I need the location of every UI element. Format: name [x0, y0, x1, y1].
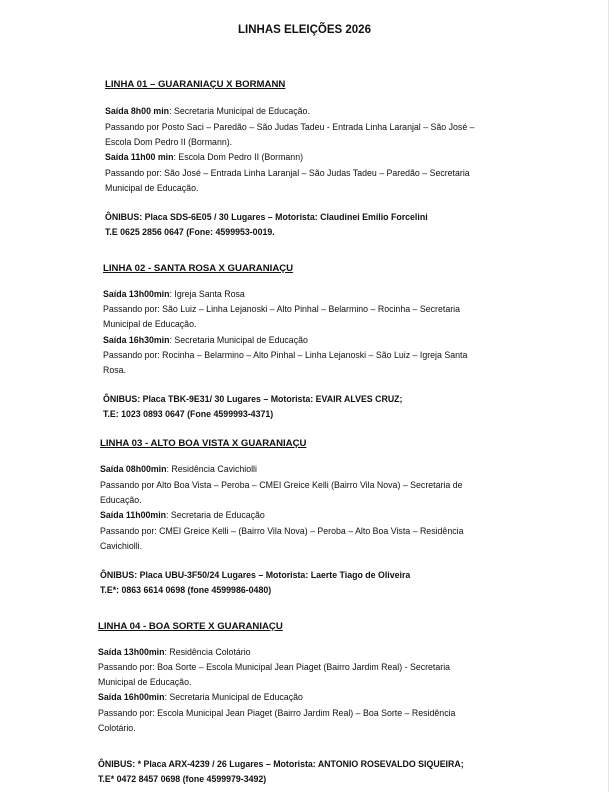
line-3-route-2-b: Cavichiolli.	[100, 541, 143, 551]
line-2-departure-1-value: : Igreja Santa Rosa	[169, 289, 245, 299]
line-2-departure-2	[103, 333, 308, 349]
line-4-route-1-a: Passando por: Boa Sorte – Escola Municipal Jean Piaget (Bairro Jardim Real) - Secretaria	[98, 662, 451, 672]
line-3-route-1-a: Passando por Alto Boa Vista – Peroba – CMEI Greice Kelli (Bairro Vila Nova) – Secretaria de	[100, 480, 463, 490]
line-3-departure-1-value: : Residência Cavichiolli	[166, 464, 257, 474]
line-4-departure-1-label: Saída 13h00min	[98, 647, 165, 657]
line-4-departure-1-value: : Residência Colotário	[164, 647, 251, 657]
line-3-departure-2	[100, 508, 265, 524]
line-3-departure-2-value: : Secretaria de Educação	[166, 510, 265, 520]
line-2-route-1-b: Municipal de Educação.	[103, 319, 197, 329]
line-3-heading: LINHA 03 - ALTO BOA VISTA X GUARANIAÇU	[100, 438, 307, 449]
line-1-route-1-a: Passando por Posto Saci – Paredão – São Judas Tadeu - Entrada Linha Laranjal – São José –	[105, 122, 475, 132]
line-4-bus-info: ÔNIBUS: * Placa ARX-4239 / 26 Lugares – Motorista: ANTONIO ROSEVALDO SIQUEIRA;	[98, 759, 464, 769]
line-2-departure-2-label: Saída 16h30min	[103, 335, 170, 345]
line-2-route-1-a: Passando por: São Luiz – Linha Lejanoski – Alto Pinhal – Belarmino – Rocinha – Secretaria	[103, 304, 460, 314]
line-1-departure-2-label: Saída 11h00 min	[105, 152, 174, 162]
line-1-departure-2	[105, 150, 303, 166]
line-2-departure-1	[103, 287, 245, 303]
line-1-route-2-b: Municipal de Educação.	[105, 183, 199, 193]
line-1-bus-info: ÔNIBUS: Placa SDS-6E05 / 30 Lugares – Motorista: Claudinei Emilio Forcelini	[105, 212, 428, 222]
line-3-departure-1-label: Saída 08h00min	[100, 464, 167, 474]
line-3-departure-2-label: Saída 11h00min	[100, 510, 167, 520]
line-1-heading: LINHA 01 – GUARANIAÇU X BORMANN	[105, 79, 286, 90]
line-2-heading: LINHA 02 - SANTA ROSA X GUARANIAÇU	[103, 263, 294, 274]
line-4-departure-2	[98, 690, 303, 706]
line-4-bus-phone: T.E* 0472 8457 0698 (fone 4599979-3492)	[98, 774, 267, 784]
line-1-route-1-b: Escola Dom Pedro II (Bormann).	[105, 137, 233, 147]
line-3-route-1-b: Educação.	[100, 495, 142, 505]
line-3-departure-1	[100, 462, 257, 478]
line-4-route-1-b: Municipal de Educação.	[98, 677, 192, 687]
line-1-departure-2-value: : Escola Dom Pedro II (Bormann)	[173, 152, 304, 162]
line-4-departure-2-label: Saída 16h00min	[98, 692, 165, 702]
line-1-route-2-a: Passando por: São José – Entrada Linha Laranjal – São Judas Tadeu – Paredão – Secretaria	[105, 168, 470, 178]
document-title: LINHAS ELEIÇÕES 2026	[238, 24, 371, 36]
line-3-route-2-a: Passando por: CMEI Greice Kelli – (Bairro Vila Nova) – Peroba – Alto Boa Vista – Residência	[100, 526, 464, 536]
line-1-bus-phone: T.E 0625 2856 0647 (Fone: 4599953-0019.	[105, 227, 275, 237]
line-4-departure-1	[98, 645, 251, 661]
line-4-route-2-a: Passando por: Escola Municipal Jean Piaget (Bairro Jardim Real) – Boa Sorte – Residência	[98, 708, 456, 718]
line-4-route-2-b: Colotário.	[98, 723, 136, 733]
line-2-route-2-a: Passando por: Rocinha – Belarmino – Alto Pinhal – Linha Lejanoski – São Luiz – Igreja Santa	[103, 350, 468, 360]
line-3-bus-phone: T.E*: 0863 6614 0698 (fone 4599986-0480)	[100, 585, 272, 595]
line-3-bus-info: ÔNIBUS: Placa UBU-3F50/24 Lugares – Motorista: Laerte Tiago de Oliveira	[100, 570, 411, 580]
line-1-departure-1-value: : Secretaria Municipal de Educação.	[169, 106, 310, 116]
line-2-bus-info: ÔNIBUS: Placa TBK-9E31/ 30 Lugares – Motorista: EVAIR ALVES CRUZ;	[103, 394, 403, 404]
line-1-departure-1-label: Saída 8h00 min	[105, 106, 170, 116]
line-4-departure-2-value: : Secretaria Municipal de Educação	[164, 692, 303, 702]
line-1-departure-1	[105, 104, 310, 120]
line-2-departure-1-label: Saída 13h00min	[103, 289, 170, 299]
line-2-bus-phone: T.E: 1023 0893 0647 (Fone 4599993-4371)	[103, 409, 274, 419]
line-4-heading: LINHA 04 - BOA SORTE X GUARANIAÇU	[98, 621, 283, 632]
line-2-departure-2-value: : Secretaria Municipal de Educação	[169, 335, 308, 345]
line-2-route-2-b: Rosa.	[103, 365, 126, 375]
